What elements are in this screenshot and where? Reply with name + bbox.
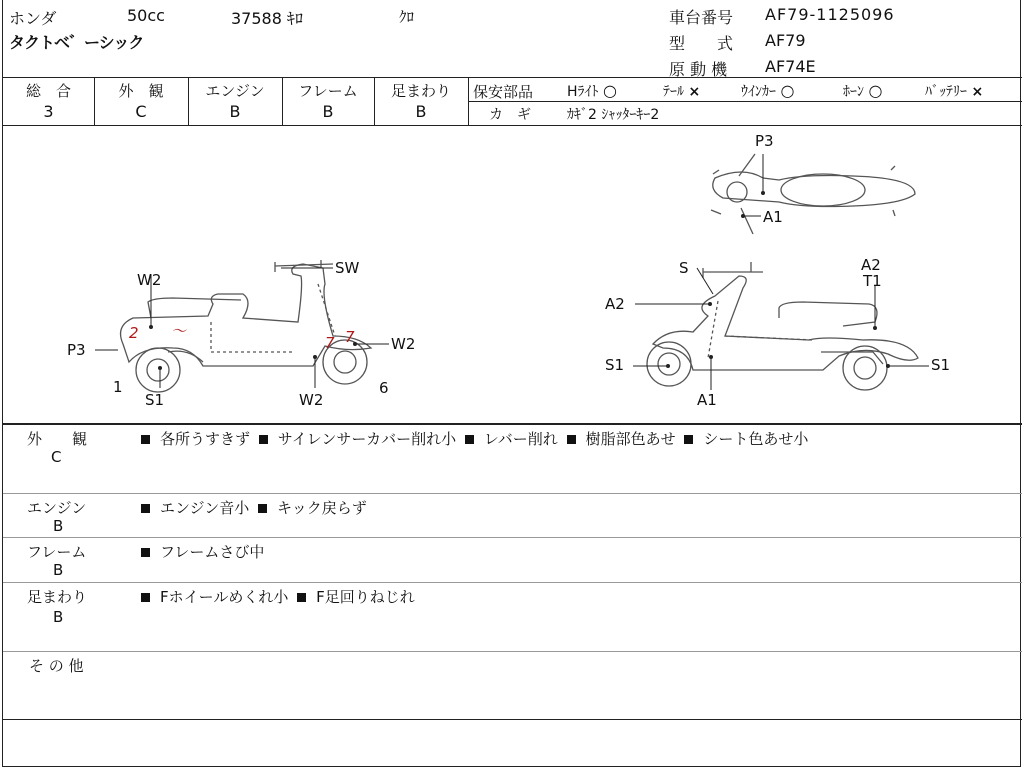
safety-battery: ﾊﾞｯﾃﾘｰ ×	[925, 84, 984, 100]
type-label: 型 式	[669, 34, 734, 53]
safety-headlight: Hﾗｲﾄ ○	[567, 81, 617, 100]
safety-horn-mark: ○	[868, 81, 883, 100]
remark-frame-label: フレーム	[27, 543, 87, 561]
safety-battery-mark: ×	[971, 84, 984, 100]
label-s1-right: S1	[931, 356, 951, 374]
hand-mark-2: 〜	[171, 322, 187, 340]
safety-tail: ﾃｰﾙ ×	[663, 84, 701, 100]
safety-title: 保安部品	[473, 83, 534, 101]
remark-suspension-label: 足まわり	[27, 588, 88, 606]
label-s1-left: S1	[145, 391, 165, 409]
mileage: 37588 ｷﾛ	[231, 9, 303, 28]
key-value: ｶｷﾞ2 ｼｬｯﾀｰｷｰ2	[567, 107, 660, 123]
remark-engine-grade: B	[53, 517, 64, 535]
safety-headlight-mark: ○	[602, 81, 617, 100]
scooter-top-view	[711, 154, 915, 234]
label-s: S	[679, 259, 689, 277]
color: ｸﾛ	[399, 8, 415, 26]
label-p3-left: P3	[67, 341, 86, 359]
label-a1-top: A1	[763, 208, 783, 226]
model-name: タクトベ゛ーシック	[9, 33, 144, 52]
label-a2-top: A2	[861, 256, 881, 274]
exterior-label: 外 観	[118, 82, 164, 100]
engine-label: 原 動 機	[669, 60, 728, 79]
frame-no-label: 車台番号	[669, 8, 734, 27]
remark-frame-grade: B	[53, 561, 64, 579]
remark-frame-items: フレームさび中	[137, 541, 264, 562]
label-w2-bottom: W2	[299, 391, 324, 409]
remark-exterior-label: 外 観	[27, 430, 88, 448]
suspension-grade: B	[415, 102, 427, 121]
label-p3-top: P3	[755, 132, 774, 150]
remark-engine-label: エンジン	[27, 499, 87, 517]
frame-grade: B	[322, 102, 334, 121]
displacement: 50cc	[127, 6, 165, 25]
divider	[3, 77, 1022, 78]
label-w2-top: W2	[137, 271, 162, 289]
safety-horn: ﾎｰﾝ ○	[843, 81, 883, 100]
hand-mark-3: 7	[325, 334, 335, 352]
label-a2-left: A2	[605, 295, 625, 313]
inspection-sheet	[2, 0, 1021, 767]
label-a1-bottom: A1	[697, 391, 717, 409]
label-6: 6	[379, 379, 389, 397]
safety-winker-mark: ○	[780, 81, 795, 100]
remark-other-label: そ の 他	[29, 657, 84, 675]
remark-exterior-grade: C	[51, 448, 62, 466]
overall-grade: 3	[43, 102, 54, 121]
remark-suspension-grade: B	[53, 608, 64, 626]
overall-label: 総 合	[25, 82, 71, 100]
safety-tail-mark: ×	[688, 84, 701, 100]
safety-winker: ｳｲﾝｶｰ ○	[741, 81, 795, 100]
label-sw: SW	[335, 259, 360, 277]
frame-no: AF79-1125096	[765, 5, 895, 24]
remark-exterior-items: 各所うすきず サイレンサーカバー削れ小 レバー削れ 樹脂部色あせ シート色あせ小	[137, 428, 808, 449]
suspension-label: 足まわり	[390, 82, 451, 100]
maker: ホンダ	[9, 9, 57, 28]
hand-mark-1: 2	[129, 324, 139, 342]
remark-engine-items: エンジン音小 キック戻らず	[137, 497, 367, 518]
frame-grade-label: フレーム	[298, 82, 358, 100]
label-s1-left-view: S1	[605, 356, 625, 374]
label-1: 1	[113, 378, 123, 396]
vehicle-diagram	[3, 126, 1022, 422]
type-value: AF79	[765, 31, 806, 50]
engine-grade: B	[229, 102, 241, 121]
engine-value: AF74E	[765, 57, 816, 76]
engine-grade-label: エンジン	[205, 82, 265, 100]
remark-suspension-items: Fホイールめくれ小 F足回りねじれ	[137, 586, 415, 607]
label-w2-right: W2	[391, 335, 416, 353]
hand-mark-4: 7	[345, 328, 355, 346]
exterior-grade: C	[135, 102, 147, 121]
key-label: カ ギ	[489, 107, 531, 123]
label-t1: T1	[863, 272, 882, 290]
